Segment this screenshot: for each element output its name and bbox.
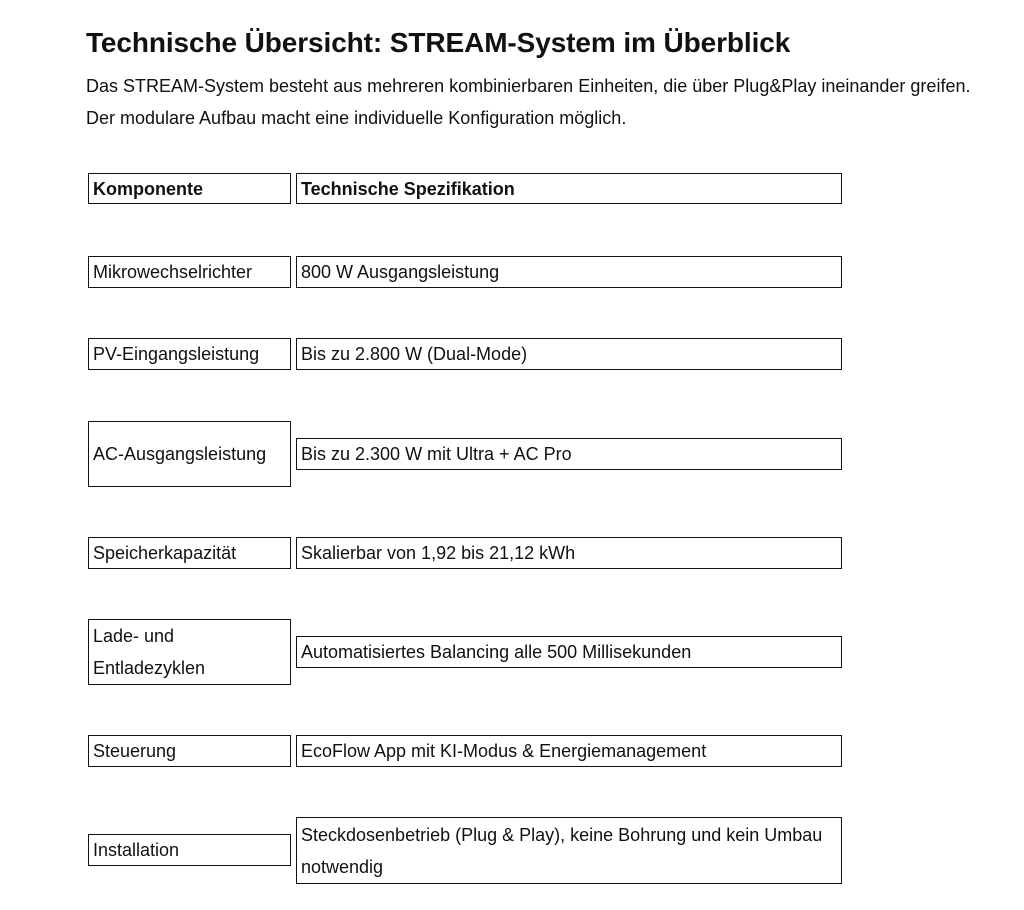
spec-cell xyxy=(296,636,842,668)
spec-value: Bis zu 2.300 W mit Ultra + AC Pro xyxy=(301,444,572,464)
header-label-spec: Technische Spezifikation xyxy=(301,178,515,199)
component-cell xyxy=(88,834,291,866)
component-cell xyxy=(88,537,291,569)
table-row xyxy=(88,338,848,370)
spec-value: Bis zu 2.800 W (Dual-Mode) xyxy=(301,344,528,364)
component-label: PV-Eingangsleistung xyxy=(93,344,260,364)
component-label: Steuerung xyxy=(93,741,177,761)
spec-cell xyxy=(296,438,842,470)
spec-cell xyxy=(296,338,842,370)
spec-value: 800 W Ausgangsleistung xyxy=(301,262,500,282)
intro-paragraph: Das STREAM-System besteht aus mehreren kombinierbaren Einheiten, die über Plug&Play ineinander greifen. Der modulare Aufbau macht eine individuelle Konfiguration möglich. xyxy=(86,76,971,128)
component-label: Lade- und Entladezyklen xyxy=(93,626,206,678)
spec-value: Skalierbar von 1,92 bis 21,12 kWh xyxy=(301,543,576,563)
table-row xyxy=(88,256,848,288)
component-cell xyxy=(88,735,291,767)
spec-cell xyxy=(296,537,842,569)
component-label: Mikrowechselrichter xyxy=(93,262,253,282)
component-label: Speicherkapazität xyxy=(93,543,237,563)
document-title: Technische Übersicht: STREAM-System im Überblick xyxy=(86,27,791,58)
table-row xyxy=(88,537,848,569)
table-header-row xyxy=(88,173,848,204)
table-row xyxy=(88,735,848,767)
table-row xyxy=(88,817,848,884)
component-cell xyxy=(88,338,291,370)
table-row xyxy=(88,619,848,685)
header-cell-spec xyxy=(296,173,842,204)
spec-value: EcoFlow App mit KI-Modus & Energiemanagement xyxy=(301,741,707,761)
spec-cell xyxy=(296,735,842,767)
spec-value: Steckdosenbetrieb (Plug & Play), keine Bohrung und kein Umbau notwendig xyxy=(301,824,823,877)
component-cell xyxy=(88,256,291,288)
component-cell xyxy=(88,619,291,685)
component-label: AC-Ausgangsleistung xyxy=(93,444,267,464)
spec-cell xyxy=(296,256,842,288)
header-label-component: Komponente xyxy=(93,178,203,199)
component-label: Installation xyxy=(93,840,180,860)
spec-value: Automatisiertes Balancing alle 500 Millisekunden xyxy=(301,642,692,662)
table-row xyxy=(88,421,848,487)
component-cell xyxy=(88,421,291,487)
header-cell-component xyxy=(88,173,291,204)
spec-cell xyxy=(296,817,842,884)
